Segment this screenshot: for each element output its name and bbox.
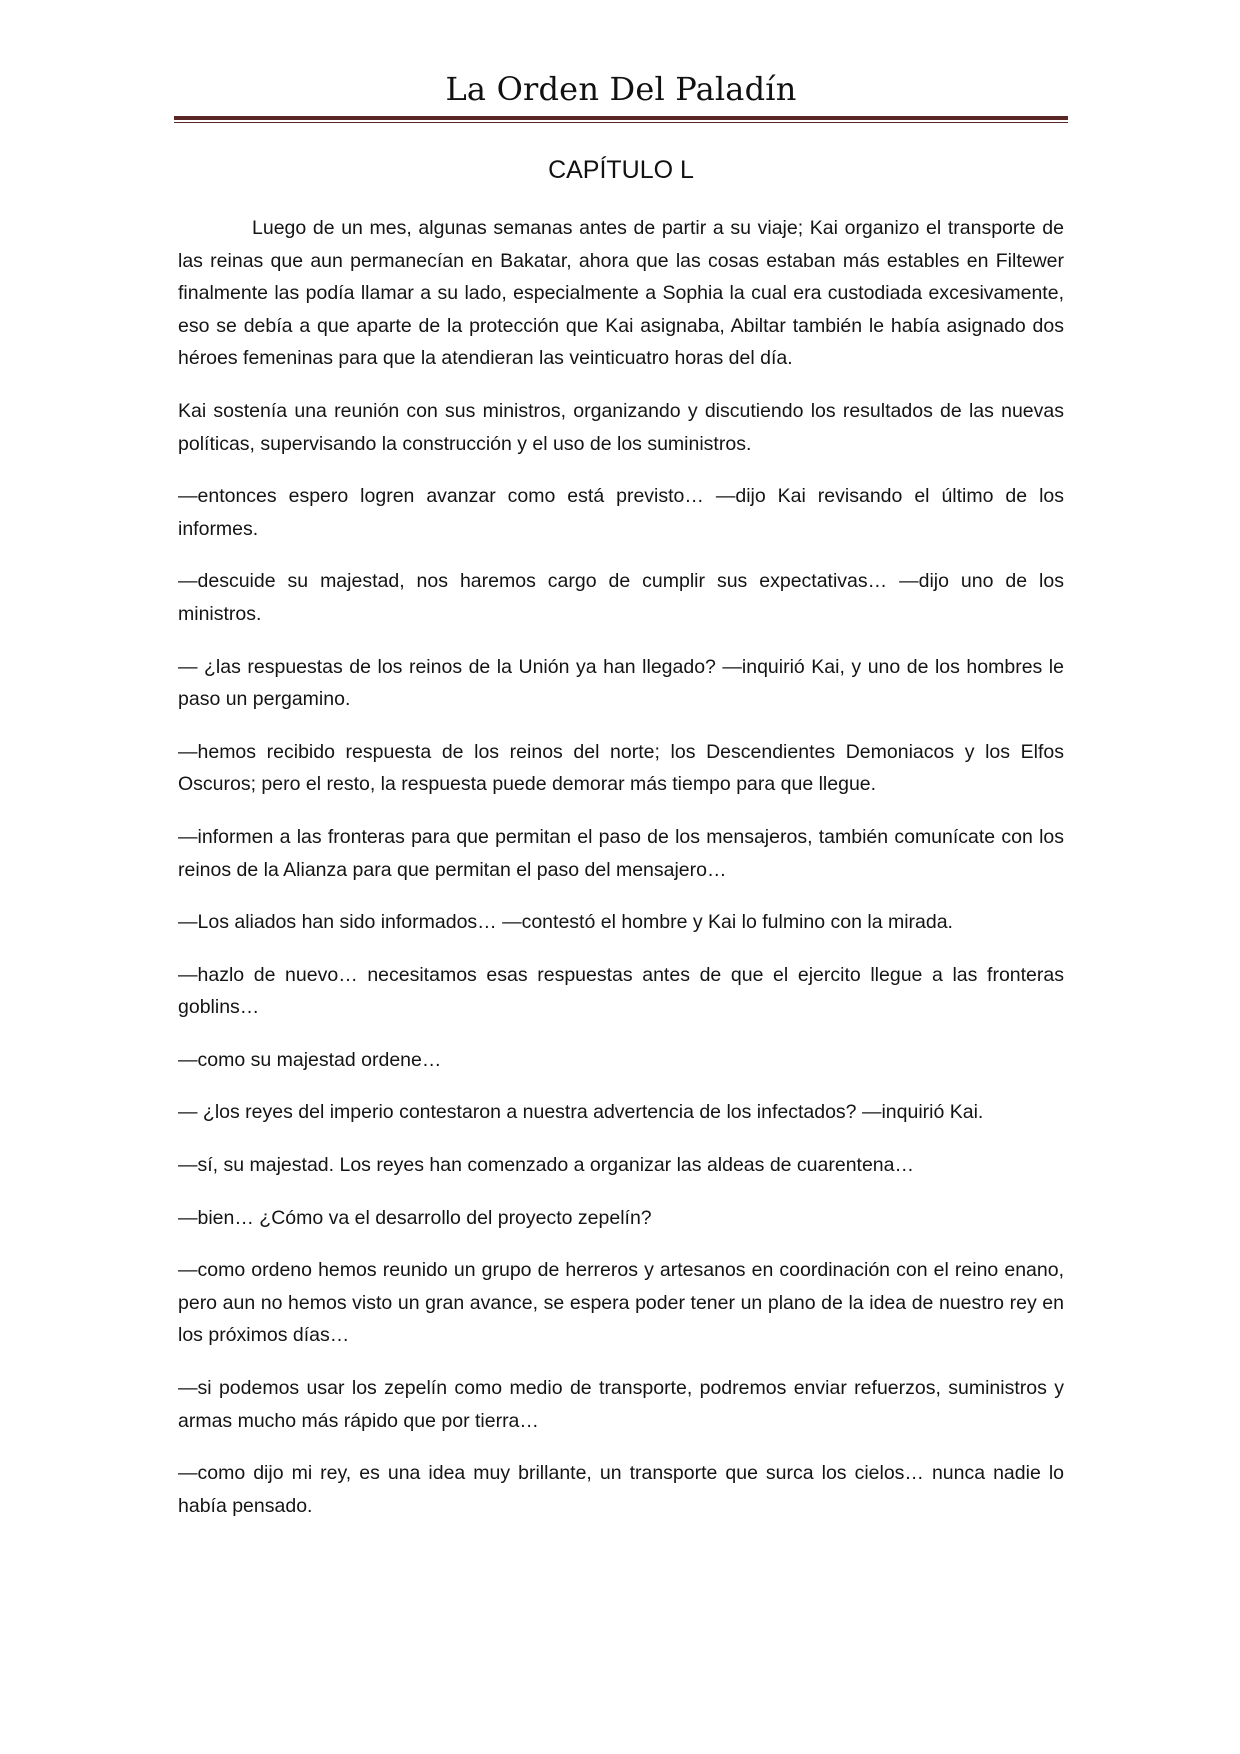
paragraph: Luego de un mes, algunas semanas antes de partir a su viaje; Kai organizo el transporte de las reinas que aun permanecían en Bakatar, ahora que las cosas estaban más estables en Filtewer finalmente las podía llamar a su lado, especialmente a Sophia la cual era custodiada excesivamente, eso se debía a que aparte de la protección que Kai asignaba, Abiltar también le había asignado dos héroes femeninas para que la atendieran las veinticuatro horas del día. (178, 217, 1064, 370)
paragraph: —hazlo de nuevo… necesitamos esas respuestas antes de que el ejercito llegue a las fronteras goblins… (178, 963, 1064, 1019)
paragraph: —sí, su majestad. Los reyes han comenzado a organizar las aldeas de cuarentena… (178, 1154, 915, 1177)
header-rule-thin (174, 122, 1068, 123)
paragraph: —descuide su majestad, nos haremos cargo de cumplir sus expectativas… —dijo uno de los ministros. (178, 570, 1064, 625)
paragraph: —hemos recibido respuesta de los reinos del norte; los Descendientes Demoniacos y los Elfos Oscuros; pero el resto, la respuesta puede demorar más tiempo para que llegue. (178, 740, 1064, 796)
paragraph: Kai sostenía una reunión con sus ministros, organizando y discutiendo los resultados de las nuevas políticas, supervisando la construcción y el uso de los suministros. (178, 399, 1064, 455)
paragraph: —bien… ¿Cómo va el desarrollo del proyecto zepelín? (178, 1206, 652, 1229)
paragraph: —informen a las fronteras para que permitan el paso de los mensajeros, también comunícate con los reinos de la Alianza para que permitan el paso del mensajero… (178, 825, 1064, 881)
paragraph: —como su majestad ordene… (178, 1048, 442, 1071)
paragraph: —si podemos usar los zepelín como medio de transporte, podremos enviar refuerzos, suministros y armas mucho más rápido que por tierra… (178, 1377, 1064, 1432)
chapter-body (178, 212, 1064, 1542)
paragraph: —como ordeno hemos reunido un grupo de herreros y artesanos en coordinación con el reino enano, pero aun no hemos visto un gran avance, se espera poder tener un plano de la idea de nuestro rey en los próximos días… (178, 1259, 1064, 1347)
chapter-title: CAPÍTULO L (548, 156, 694, 184)
running-header-title: La Orden Del Paladín (445, 70, 797, 108)
paragraph: —Los aliados han sido informados… —contestó el hombre y Kai lo fulmino con la mirada. (178, 911, 953, 934)
paragraph: —como dijo mi rey, es una idea muy brillante, un transporte que surca los cielos… nunca nadie lo había pensado. (178, 1462, 1064, 1517)
paragraph: — ¿los reyes del imperio contestaron a nuestra advertencia de los infectados? —inquirió Kai. (178, 1101, 984, 1124)
paragraph: —entonces espero logren avanzar como está previsto… —dijo Kai revisando el último de los informes. (178, 485, 1064, 540)
header-rule (174, 116, 1068, 120)
paragraph: — ¿las respuestas de los reinos de la Unión ya han llegado? —inquirió Kai, y uno de los hombres le paso un pergamino. (178, 655, 1064, 711)
